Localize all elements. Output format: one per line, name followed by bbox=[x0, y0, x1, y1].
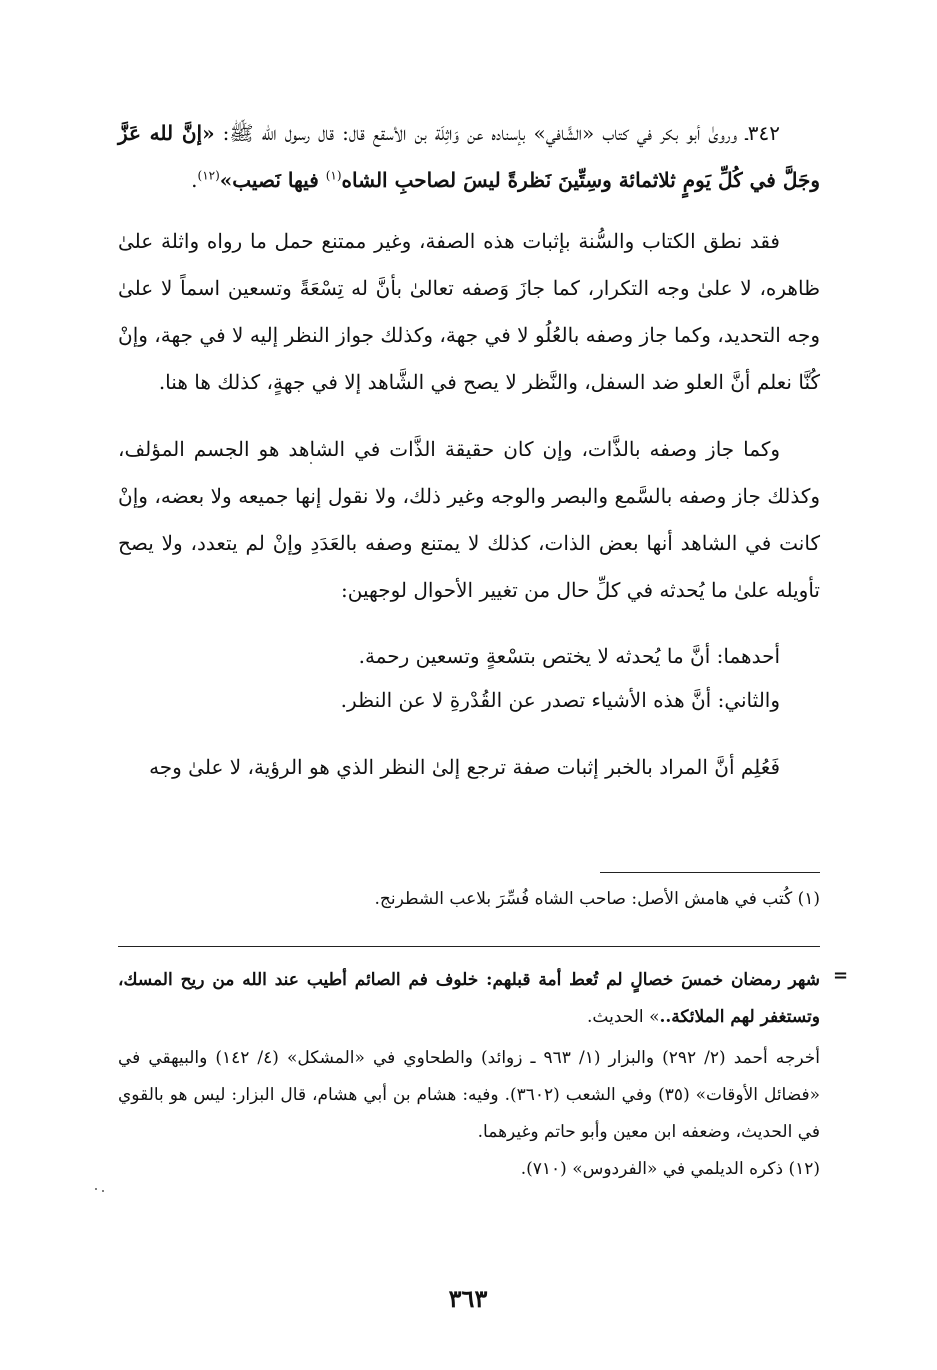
editor-notes-divider bbox=[118, 946, 820, 947]
hadith-tail: . bbox=[191, 168, 198, 192]
takhrij-note: أخرجه أحمد (٢/ ٢٩٢) والبزار (١/ ٩٦٣ ـ زوائد) والطحاوي في «المشكل» (٤/ ١٤٢) والبيهقي في «فضائل الأوقات» (٣٥) وفي الشعب (٣٦٠٢). وفيه: هشام بن أبي هشام، قال البزار: ليس هو بالقوي في الحديث، وضعفه ابن معين وأبو حاتم وغيرهما. bbox=[118, 1048, 821, 1142]
scan-speck bbox=[102, 1190, 104, 1192]
paragraph-2: وكما جاز وصفه بالذَّات، وإن كان حقيقة الذَّات في الشاهد هو الجسم المؤلف، وكذلك جاز وصفه بالسَّمع والبصر والوجه وغير ذلك، ولا نقول إنها جميعه ولا بعضه، وإنْ كانت في الشاهد أنها بعض الذات، كذلك لا يمتنع وصفه بالعَدَدِ وإنْ لم يتعدد، ولا يصح تأويله علىٰ ما يُحدثه في كلِّ حال من تغيير الأحوال لوجهين: bbox=[118, 437, 820, 602]
hadith-paragraph bbox=[118, 110, 820, 204]
paragraph-3: فَعُلِم أنَّ المراد بالخبر إثبات صفة ترجع إلىٰ النظر الذي هو الرؤية، لا علىٰ وجه bbox=[149, 755, 780, 779]
footnote-ref-1: (١) bbox=[325, 168, 342, 183]
main-text bbox=[118, 110, 820, 791]
footnote-ref-12: (١٢) bbox=[197, 168, 220, 183]
point-2: والثاني: أنَّ هذه الأشياء تصدر عن القُدْرةِ لا عن النظر. bbox=[340, 688, 780, 712]
footnote-divider bbox=[600, 872, 820, 873]
hadith-text: «إنَّ لله عَزَّ وجَلَّ في كُلِّ يَومٍ ثلاثمائة وسِتِّينَ نَظرةً ليسَ لصاحبِ الشاه bbox=[118, 121, 820, 192]
continuation-marker: = bbox=[833, 965, 849, 986]
hadith-intro: ٣٤٢ـ وروىٰ أبو بكر في كتاب «الشَّافي» بإسناده عن وَاثِلَة بن الأسقع قال: قال رسول الله ﷺ: bbox=[214, 121, 781, 145]
editor-hadith-bold: شهر رمضان خمسَ خصالٍ لم تُعط أمة قبلهم: خلوف فم الصائم أطيب عند الله من ريح المسك، وتستغفر لهم الملائكة.. bbox=[118, 970, 820, 1027]
editor-notes bbox=[118, 962, 820, 1188]
scan-speck bbox=[95, 1188, 97, 1190]
note-12: (١٢) ذكره الديلمي في «الفردوس» (٧١٠). bbox=[520, 1159, 820, 1179]
scan-speck bbox=[310, 462, 312, 464]
points-list bbox=[118, 634, 820, 722]
page-number: ٣٦٣ bbox=[448, 1284, 488, 1313]
hadith-text-end: فيها نَصيب» bbox=[219, 168, 326, 192]
footnote-1: (١) كُتب في هامش الأصل: صاحب الشاه فُسِّرَ بلاعب الشطرنج. bbox=[374, 889, 820, 909]
paragraph-1: فقد نطق الكتاب والسُّنة بإثبات هذه الصفة، وغير ممتنع حمل ما رواه واثلة علىٰ ظاهره، لا علىٰ وجه التكرار، كما جازَ وَصفه تعالىٰ بأنَّ له تِسْعَةً وتسعين اسماً لا علىٰ وجه التحديد، وكما جاز وصفه بالعُلُو لا في جهة، وكذلك جواز النظر إليه لا في جهة، وإنْ كُنَّا نعلم أنَّ العلو ضد السفل، والنَّظر لا يصح في الشَّاهد إلا في جهةٍ، كذلك ها هنا. bbox=[118, 229, 820, 394]
editor-hadith bbox=[118, 962, 820, 1036]
point-1: أحدهما: أنَّ ما يُحدثه لا يختص بتسْعةٍ وتسعين رحمة. bbox=[358, 644, 780, 668]
editor-hadith-rest: » الحديث. bbox=[587, 1007, 660, 1027]
